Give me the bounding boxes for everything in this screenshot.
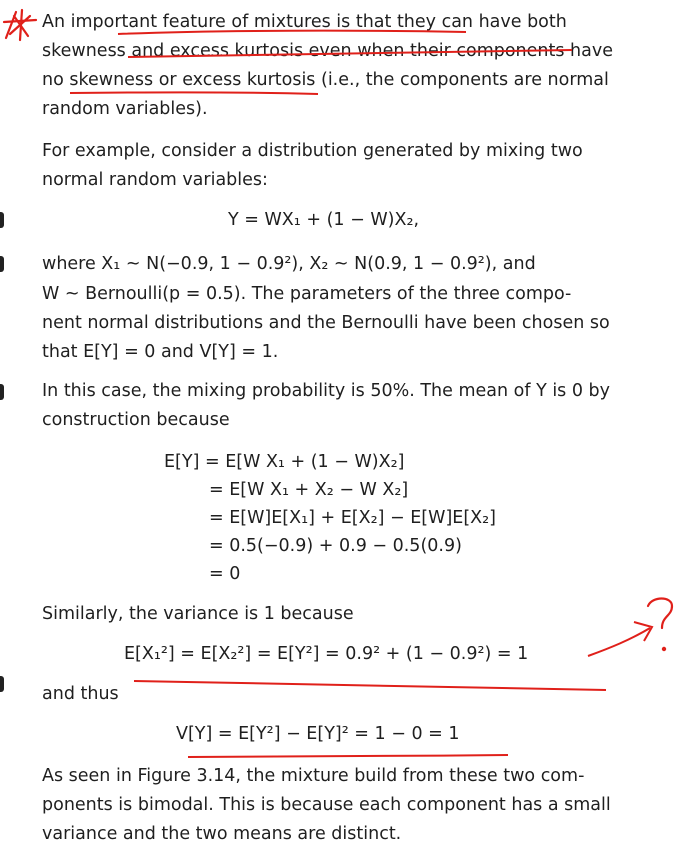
paragraph-line: where X₁ ~ N(−0.9, 1 − 0.9²), X₂ ~ N(0.9, 1 − 0.9²), and xyxy=(42,254,536,274)
paragraph-line: ponents is bimodal. This is because each component has a small xyxy=(42,795,611,815)
equation-mixture: Y = WX₁ + (1 − W)X₂, xyxy=(228,210,420,230)
underline-mark xyxy=(188,755,508,757)
margin-mark xyxy=(0,256,4,272)
question-mark-icon xyxy=(648,599,672,629)
arrow-head xyxy=(634,622,652,641)
paragraph-line: that E[Y] = 0 and V[Y] = 1. xyxy=(42,342,279,362)
star-annotation-icon xyxy=(4,10,36,40)
paragraph-line: W ~ Bernoulli(p = 0.5). The parameters of the three compo- xyxy=(42,284,572,304)
equation-second-moment: E[X₁²] = E[X₂²] = E[Y²] = 0.9² + (1 − 0.9²) = 1 xyxy=(124,644,529,664)
equation-mean-line: E[Y] = E[W X₁ + (1 − W)X₂] xyxy=(164,452,405,472)
equation-mean-line: = 0 xyxy=(209,564,241,584)
paragraph-line: For example, consider a distribution generated by mixing two xyxy=(42,141,583,161)
paragraph-line: construction because xyxy=(42,410,230,430)
paragraph-line: and thus xyxy=(42,684,119,704)
equation-mean-line: = E[W X₁ + X₂ − W X₂] xyxy=(209,480,409,500)
margin-mark xyxy=(0,676,4,692)
paragraph-line: In this case, the mixing probability is 50%. The mean of Y is 0 by xyxy=(42,381,611,401)
underline-mark xyxy=(134,681,606,690)
paragraph-line: no skewness or excess kurtosis (i.e., the components are normal xyxy=(42,70,609,90)
arrow-mark xyxy=(588,628,650,656)
equation-variance: V[Y] = E[Y²] − E[Y]² = 1 − 0 = 1 xyxy=(176,724,460,744)
margin-mark xyxy=(0,212,4,228)
paragraph-line: nent normal distributions and the Bernoulli have been chosen so xyxy=(42,313,610,333)
paragraph-line: An important feature of mixtures is that they can have both xyxy=(42,12,567,32)
paragraph-line: As seen in Figure 3.14, the mixture build from these two com- xyxy=(42,766,585,786)
margin-mark xyxy=(0,384,4,400)
paragraph-line: variance and the two means are distinct. xyxy=(42,824,402,844)
paragraph-line: random variables). xyxy=(42,99,208,119)
equation-mean-line: = 0.5(−0.9) + 0.9 − 0.5(0.9) xyxy=(209,536,462,556)
paragraph-line: Similarly, the variance is 1 because xyxy=(42,604,354,624)
equation-mean-line: = E[W]E[X₁] + E[X₂] − E[W]E[X₂] xyxy=(209,508,496,528)
paragraph-line: skewness and excess kurtosis even when their components have xyxy=(42,41,613,61)
paragraph-line: normal random variables: xyxy=(42,170,268,190)
